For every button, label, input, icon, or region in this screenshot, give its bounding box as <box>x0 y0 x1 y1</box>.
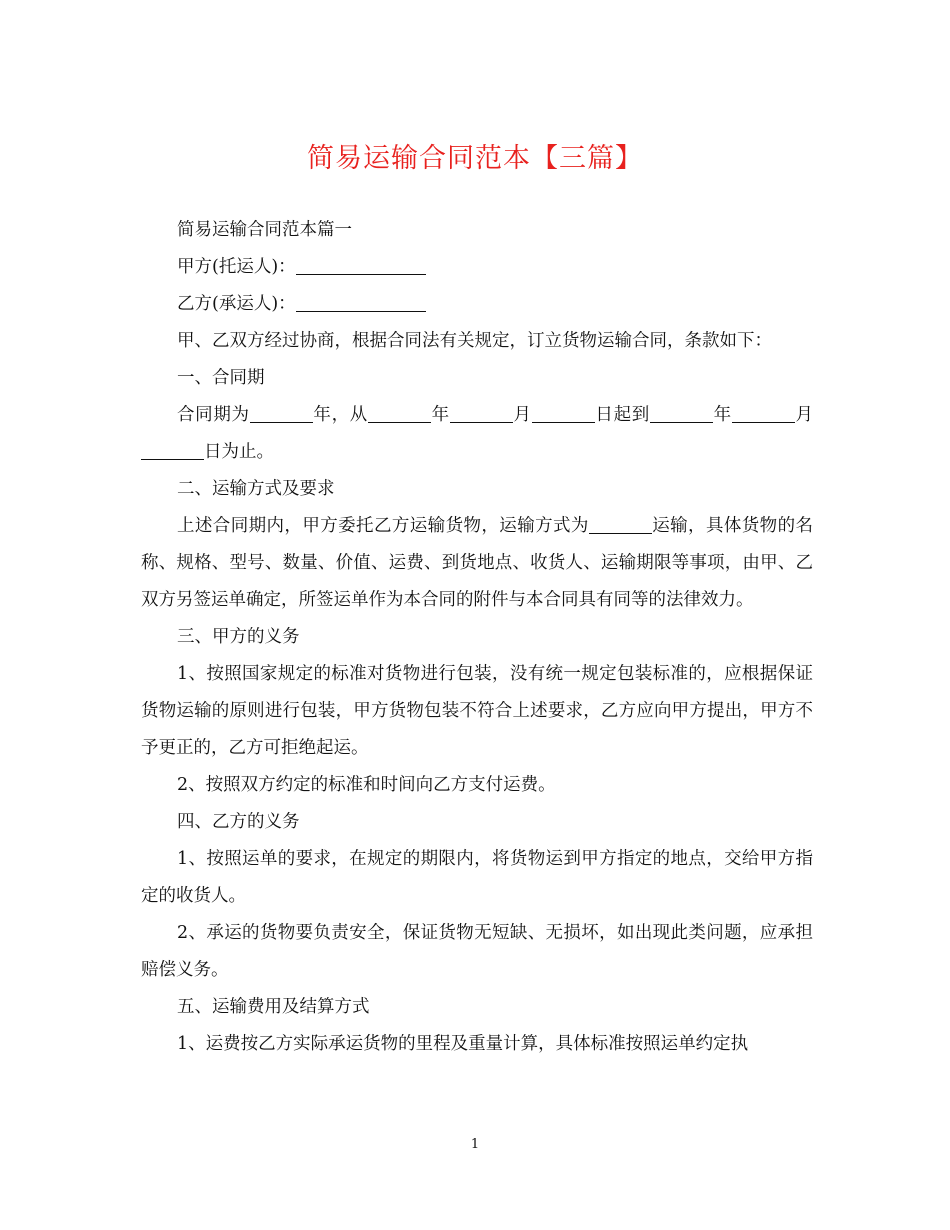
clause-heading-2: 二、运输方式及要求 <box>177 479 335 499</box>
document-title: 简易运输合同范本【三篇】 <box>307 143 643 174</box>
party-a-obligation-2: 2、按照双方约定的标准和时间向乙方支付运费。 <box>177 775 556 795</box>
period-blank-3 <box>450 400 513 423</box>
transport-text-2: 运输，具体货物的名称、规格、型号、数量、价值、运费、到货地点、收货人、运输期限等事项，由甲、乙双方另签运单确定，所签运单作为本合同的附件与本合同具有同等的法律效力。 <box>141 516 813 610</box>
clause-heading-5: 五、运输费用及结算方式 <box>177 997 370 1017</box>
period-blank-5 <box>650 400 713 423</box>
party-a-label: 甲方(托运人)： <box>177 257 296 277</box>
party-b-blank <box>296 289 426 312</box>
period-text-5: 日起到 <box>594 405 650 425</box>
fee-clause-1: 1、运费按乙方实际承运货物的里程及重量计算，具体标准按照运单约定执 <box>177 1034 749 1054</box>
transport-text-1: 上述合同期内，甲方委托乙方运输货物，运输方式为 <box>177 516 589 536</box>
period-text-7: 月 <box>794 405 814 425</box>
section-heading-part-one: 简易运输合同范本篇一 <box>177 220 352 240</box>
transport-method-paragraph <box>141 508 813 619</box>
transport-method-blank <box>589 511 652 534</box>
period-text-1: 合同期为 <box>177 405 250 425</box>
page-number: 1 <box>470 1137 480 1152</box>
period-blank-4 <box>532 400 595 423</box>
clause-heading-3: 三、甲方的义务 <box>177 627 300 647</box>
period-blank-1 <box>250 400 313 423</box>
clause-heading-4: 四、乙方的义务 <box>177 812 300 832</box>
period-blank-2 <box>368 400 431 423</box>
party-a-blank <box>296 252 426 275</box>
party-b-obligation-2: 2、承运的货物要负责安全，保证货物无短缺、无损坏，如出现此类问题，应承担赔偿义务。 <box>141 923 813 980</box>
contract-period-paragraph <box>141 397 813 471</box>
period-text-2: 年，从 <box>312 405 368 425</box>
intro-paragraph: 甲、乙双方经过协商，根据合同法有关规定，订立货物运输合同，条款如下： <box>177 331 772 351</box>
period-text-6: 年 <box>713 405 732 425</box>
period-text-3: 年 <box>431 405 450 425</box>
period-text-8: 日为止。 <box>204 442 274 462</box>
clause-heading-1: 一、合同期 <box>177 368 265 388</box>
party-a-line <box>141 249 813 286</box>
period-text-4: 月 <box>512 405 532 425</box>
party-b-line <box>141 286 813 323</box>
document-body <box>141 212 813 1063</box>
period-blank-7 <box>141 437 204 460</box>
party-a-obligation-1: 1、按照国家规定的标准对货物进行包装，没有统一规定包装标准的，应根据保证货物运输的原则进行包装，甲方货物包装不符合上述要求，乙方应向甲方提出，甲方不予更正的，乙方可拒绝起运。 <box>141 664 813 758</box>
period-blank-6 <box>732 400 795 423</box>
party-b-label: 乙方(承运人)： <box>177 294 296 314</box>
party-b-obligation-1: 1、按照运单的要求，在规定的期限内，将货物运到甲方指定的地点，交给甲方指定的收货人。 <box>141 849 813 906</box>
